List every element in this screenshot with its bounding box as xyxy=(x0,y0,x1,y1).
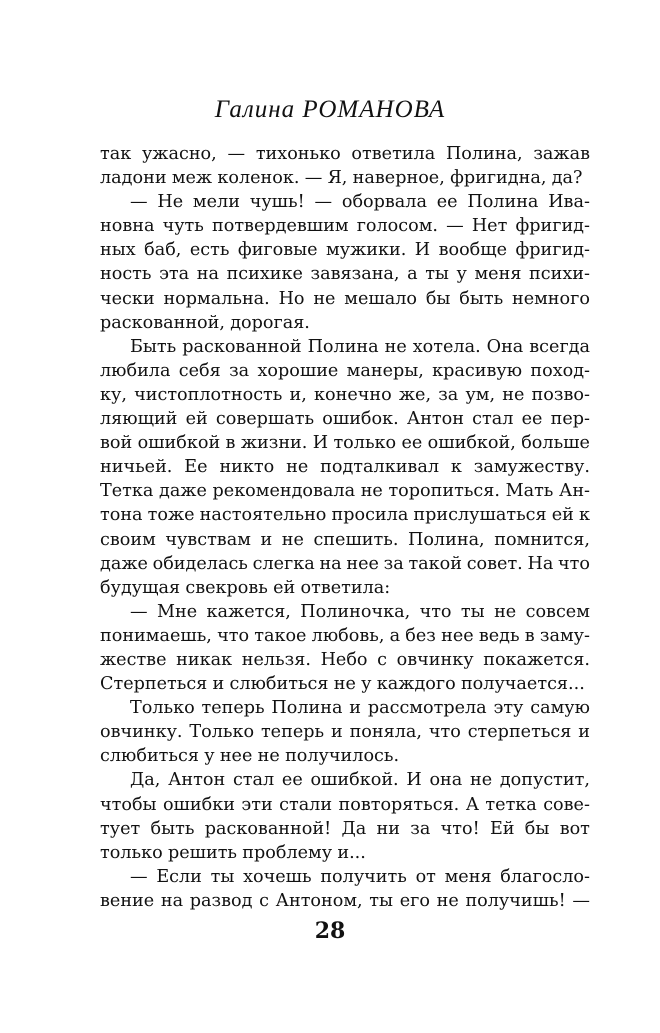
text-line: вой ошибкой в жизни. И только ее ошибкой, больше xyxy=(100,433,590,454)
text-line: Быть раскованной Полина не хотела. Она всегда xyxy=(130,336,590,357)
text-line: Стерпеться и слюбиться не у каждого получается... xyxy=(100,674,585,695)
page-number: 28 xyxy=(314,918,346,944)
text-line: своим чувствам и не спешить. Полина, помнится, xyxy=(100,529,590,550)
text-line: только решить проблему и... xyxy=(100,842,366,863)
text-line: ляющий ей совершать ошибок. Антон стал ее пер- xyxy=(100,409,590,430)
text-line: жестве никак нельзя. Небо с овчинку покажется. xyxy=(100,649,590,670)
text-line: будущая свекровь ей ответила: xyxy=(100,577,391,598)
body-text xyxy=(100,142,590,913)
text-line: — Мне кажется, Полиночка, что ты не совсем xyxy=(130,601,590,622)
text-line: тует быть раскованной! Да ни за что! Ей бы вот xyxy=(100,818,590,839)
text-line: ку, чистоплотность и, конечно же, за ум, не позво- xyxy=(100,384,590,405)
text-line: Тетка даже рекомендовала не торопиться. Мать Ан- xyxy=(100,481,590,502)
text-line: раскованной, дорогая. xyxy=(100,312,310,333)
text-line: так ужасно, — тихонько ответила Полина, зажав xyxy=(100,144,590,164)
text-line: слюбиться у нее не получилось. xyxy=(100,746,400,767)
text-line: новна чуть потвердевшим голосом. — Нет фригид- xyxy=(100,216,590,237)
text-line: ных баб, есть фиговые мужики. И вообще фригид- xyxy=(100,240,590,261)
text-line: вение на развод с Антоном, ты его не получишь! — xyxy=(100,890,590,911)
text-line: Только теперь Полина и рассмотрела эту самую xyxy=(130,698,590,719)
text-line: — Не мели чушь! — оборвала ее Полина Ива- xyxy=(130,192,590,213)
text-line: ность эта на психике завязана, а ты у меня психи- xyxy=(100,264,590,285)
text-line: Да, Антон стал ее ошибкой. И она не допустит, xyxy=(130,770,590,791)
text-line: — Если ты хочешь получить от меня благосло- xyxy=(130,866,590,887)
text-line: ладони меж коленок. — Я, наверное, фригидна, да? xyxy=(100,168,583,189)
text-line: ничьей. Ее никто не подталкивал к замужеству. xyxy=(100,457,590,478)
text-line: чтобы ошибки эти стали повторяться. А тетка сове- xyxy=(100,794,590,815)
text-line: даже обиделась слегка на нее за такой совет. На что xyxy=(100,553,590,574)
text-line: любила себя за хорошие манеры, красивую поход- xyxy=(100,360,590,381)
running-header: Галина РОМАНОВА xyxy=(214,96,446,123)
text-line: овчинку. Только теперь и поняла, что стерпеться и xyxy=(100,722,590,743)
text-line: тона тоже настоятельно просила прислушаться ей к xyxy=(100,505,590,526)
text-line: чески нормальна. Но не мешало бы быть немного xyxy=(100,288,590,309)
text-line: понимаешь, что такое любовь, а без нее ведь в заму- xyxy=(100,625,590,646)
